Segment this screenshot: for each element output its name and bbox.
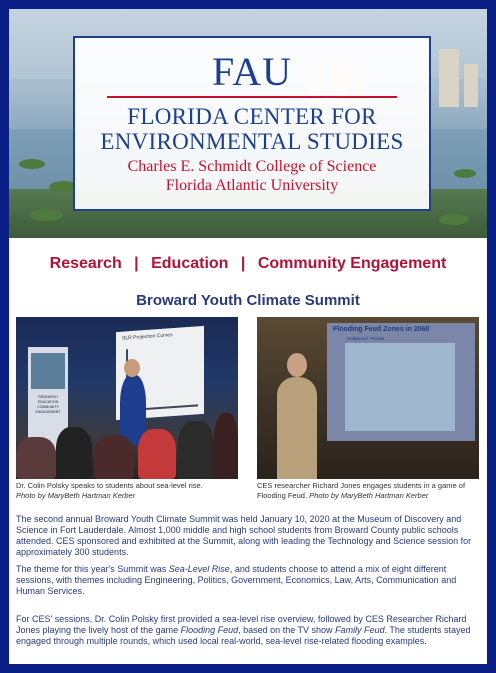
speaker-head: [124, 359, 140, 377]
audience-member: [94, 435, 134, 479]
projection-screen: [327, 323, 475, 441]
tagline-education: Education: [151, 255, 229, 272]
university-name: Florida Atlantic University: [165, 177, 339, 194]
banner-stand-image: [31, 353, 65, 389]
header-banner: [9, 9, 487, 238]
theme-name: Sea-Level Rise: [168, 564, 230, 574]
banner-building: [464, 64, 478, 107]
lily-pad: [439, 214, 469, 225]
center-name-line2: ENVIRONMENTAL STUDIES: [100, 129, 404, 154]
paragraph-summit-overview: The second annual Broward Youth Climate Summit was held January 10, 2020 at the Museum of Discovery and Science in Fort Lauderdale. Almost 1,000 middle and high school students from Broward County public schools attended. CES sponsored and exhibited at the Summit, along with leading the Technology and Science session for approximately 300 students.: [16, 514, 472, 557]
audience-member: [138, 429, 176, 479]
screen-title: SLR Projection Curves: [122, 332, 173, 342]
caption-text: CES researcher Richard Jones engages students in a game of Flooding Feud.: [257, 481, 466, 500]
lily-pad: [19, 159, 45, 169]
tagline-community-engagement: Community Engagement: [257, 255, 447, 272]
fces-logo: [73, 36, 431, 211]
photo1-caption: [16, 481, 241, 501]
presenter-head: [287, 353, 307, 377]
audience-member: [214, 413, 238, 479]
photo-credit: Photo by MaryBeth Hartman Kerber: [16, 491, 136, 500]
audience-member: [56, 427, 92, 479]
paragraph-text: , and students choose to attend a mix of eight different sessions, with themes including Engineering, Politics, Government, Economics, Law, Arts, Communication and Human Services.: [16, 564, 457, 596]
lily-pad: [454, 169, 476, 178]
banner-building: [439, 49, 459, 107]
paragraph-text: , based on the TV show: [238, 625, 336, 635]
tagline-research: Research: [49, 255, 122, 272]
fau-logo: FAU: [211, 49, 293, 94]
article-title: Broward Youth Climate Summit: [136, 292, 360, 309]
audience-member: [178, 421, 214, 479]
tagline: [9, 255, 487, 273]
screen-title: Flooding Feud Zones in 2060: [333, 326, 430, 333]
audience-member: [16, 437, 56, 479]
newsletter-body: [9, 9, 487, 664]
screen-subtitle: Hollywood, Florida: [347, 336, 385, 341]
presenter-figure: [277, 377, 317, 479]
photo-jones: [257, 317, 479, 479]
college-name: Charles E. Schmidt College of Science: [127, 158, 377, 175]
paragraph-text: For CES' sessions, Dr. Colin Polsky first provided a sea-level rise overview, followed by CES Researcher Richard Jones playing the lively host of the game: [16, 614, 467, 635]
tagline-separator: |: [240, 255, 246, 272]
photo2-caption: [257, 481, 482, 501]
lily-pad: [29, 209, 63, 221]
logo-divider: [107, 96, 397, 98]
paragraph-text: . The students stayed engaged through multiple rounds, which used local real-world, sea-level rise-related flooding examples.: [16, 625, 471, 646]
tagline-separator: |: [134, 255, 139, 272]
game-name: Flooding Feud: [180, 625, 239, 635]
photo-credit: Photo by MaryBeth Hartman Kerber: [309, 491, 429, 500]
photo-polsky: [16, 317, 238, 479]
paragraph-text: The theme for this year's Summit was: [16, 564, 169, 574]
center-name-line1: FLORIDA CENTER FOR: [127, 104, 377, 129]
show-name: Family Feud: [335, 625, 385, 635]
banner-stand-text: RESEARCH EDUCATION COMMUNITY ENGAGEMENT: [35, 395, 61, 414]
caption-text: Dr. Colin Polsky speaks to students about sea-level rise.: [16, 481, 203, 490]
paragraph-ces-sessions: [16, 614, 484, 647]
flood-zone-map: [345, 343, 455, 431]
paragraph-summit-theme: [16, 564, 484, 597]
